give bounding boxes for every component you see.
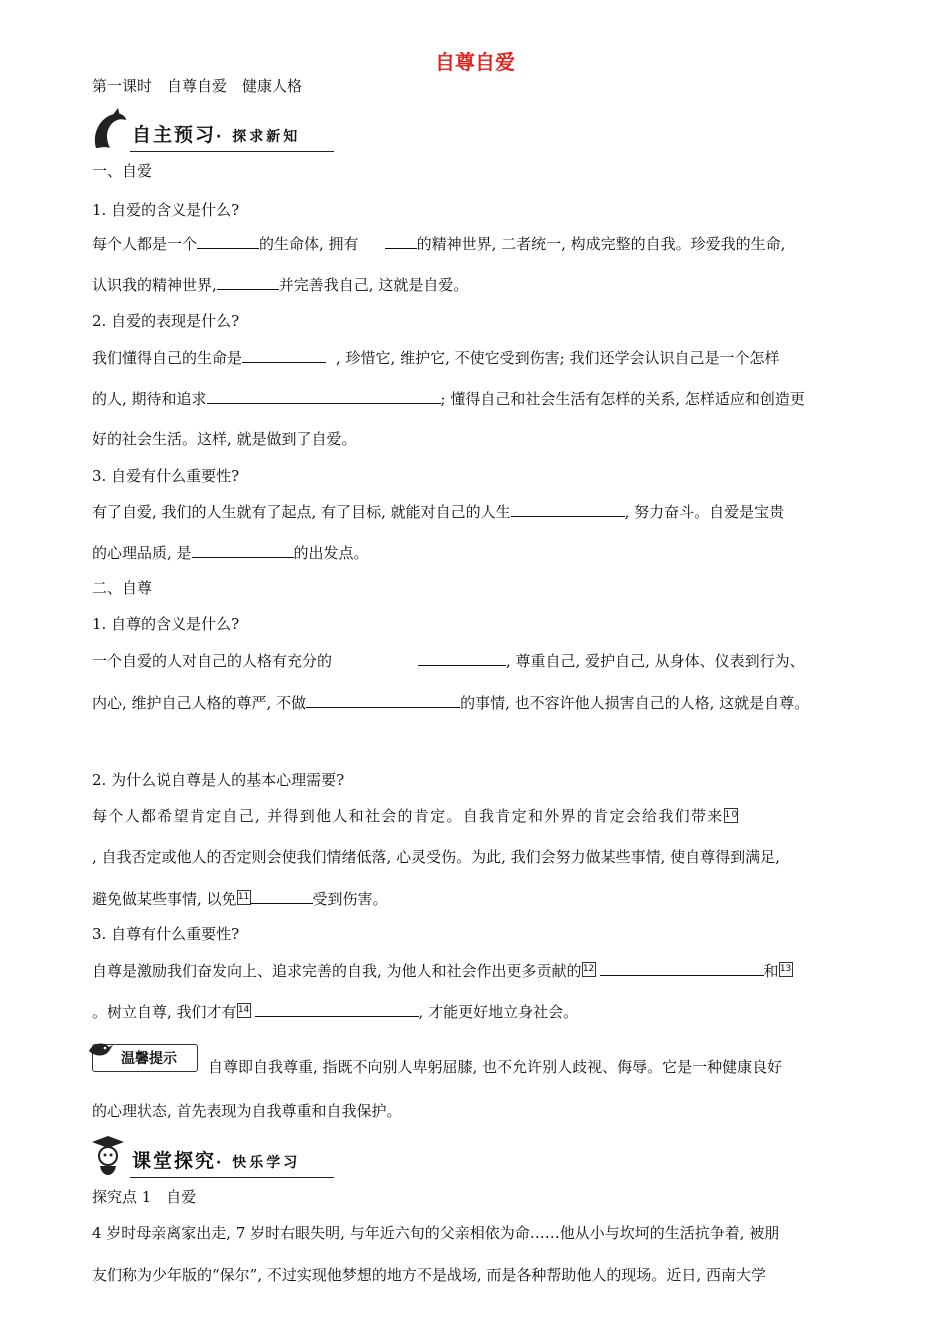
text: , 尊重自己, 爱护自己, 从身体、仪表到行为、 <box>506 652 805 670</box>
fill-blank[interactable] <box>306 692 460 708</box>
graduate-icon <box>88 1134 128 1180</box>
fill-blank[interactable] <box>217 274 279 290</box>
text: 每个人都是一个 <box>92 235 198 253</box>
text: 的心理品质, 是 <box>92 544 192 562</box>
text: 的人, 期待和追求 <box>92 390 207 408</box>
fill-blank[interactable] <box>251 888 313 904</box>
explore-heading: 探究点 1 自爱 <box>92 1188 197 1206</box>
text-line <box>92 650 805 671</box>
text-line <box>92 501 784 522</box>
answer-number: 13 <box>779 962 793 977</box>
text: 避免做某些事情, 以免 <box>92 890 237 908</box>
answer-number: 10 <box>724 808 738 823</box>
fill-blank[interactable] <box>418 650 506 666</box>
text: 自尊是激励我们奋发向上、追求完善的自我, 为他人和社会作出更多贡献的 <box>92 962 582 980</box>
section-heading: 二、自尊 <box>92 579 153 597</box>
tip-label: 温馨提示 <box>121 1051 177 1067</box>
fill-blank[interactable] <box>511 501 625 517</box>
banner-title: 自主预习 <box>132 124 217 146</box>
banner-subtitle: · 探求新知 <box>216 129 301 145</box>
text: , 珍惜它, 维护它, 不使它受到伤害; 我们还学会认识自己是一个怎样 <box>336 349 780 367</box>
text-line <box>92 1001 578 1022</box>
text-line <box>92 888 388 909</box>
text: 内心, 维护自己人格的尊严, 不做 <box>92 694 307 712</box>
section-heading: 一、自爱 <box>92 162 153 180</box>
text: ; 懂得自己和社会生活有怎样的关系, 怎样适应和创造更 <box>440 390 805 408</box>
text-line <box>92 274 468 295</box>
answer-number: 12 <box>582 962 596 977</box>
fill-blank[interactable] <box>192 542 294 558</box>
question: 2. 自爱的表现是什么? <box>92 312 240 330</box>
text: 的生命体, 拥有 <box>259 235 359 253</box>
text: , 才能更好地立身社会。 <box>418 1003 579 1021</box>
tip-text: 自尊即自我尊重, 指既不向别人卑躬屈膝, 也不允许别人歧视、侮辱。它是一种健康良好 <box>208 1058 783 1076</box>
text-line <box>92 960 793 981</box>
page-title: 自尊自爱 <box>435 50 515 74</box>
text-line: , 自我否定或他人的否定则会使我们情绪低落, 心灵受伤。为此, 我们会努力做某些事情, 使自尊得到满足, <box>92 848 780 866</box>
bird-icon <box>87 1039 113 1061</box>
text-line <box>92 806 738 826</box>
fill-blank[interactable] <box>385 233 417 249</box>
text-line: 友们称为少年版的“保尔”, 不过实现他梦想的地方不是战场, 而是各种帮助他人的现场。近日, 西南大学 <box>92 1266 766 1284</box>
text-line <box>92 233 785 254</box>
text-line <box>92 347 779 368</box>
banner-title: 课堂探究 <box>132 1150 217 1172</box>
question: 3. 自爱有什么重要性? <box>92 467 240 485</box>
text: 一个自爱的人对自己的人格有充分的 <box>92 652 333 670</box>
text: 的精神世界, 二者统一, 构成完整的自我。珍爱我的生命, <box>416 235 786 253</box>
question: 2. 为什么说自尊是人的基本心理需要? <box>92 771 345 789</box>
text: 的出发点。 <box>293 544 369 562</box>
text-line <box>92 692 809 713</box>
fill-blank[interactable] <box>197 233 259 249</box>
banner-subtitle: · 快乐学习 <box>216 1155 301 1171</box>
text-line <box>92 388 805 409</box>
dolphin-icon <box>90 108 130 154</box>
section-banner-preview <box>92 114 334 156</box>
text: 我们懂得自己的生命是 <box>92 349 243 367</box>
fill-blank[interactable] <box>600 960 764 976</box>
text-line: 4 岁时母亲离家出走, 7 岁时右眼失明, 与年近六旬的父亲相依为命……他从小与坎坷的生活抗争着, 被朋 <box>92 1224 780 1242</box>
question: 1. 自尊的含义是什么? <box>92 615 240 633</box>
text: 并完善我自己, 这就是自爱。 <box>278 276 469 294</box>
text: 受到伤害。 <box>312 890 388 908</box>
question: 3. 自尊有什么重要性? <box>92 925 240 943</box>
tip-badge <box>92 1044 198 1072</box>
text: 和 <box>763 962 779 980</box>
section-banner-classroom <box>92 1140 334 1182</box>
question: 1. 自爱的含义是什么? <box>92 201 240 219</box>
text: 。树立自尊, 我们才有 <box>92 1003 237 1021</box>
answer-number: 11 <box>237 890 251 905</box>
text: 有了自爱, 我们的人生就有了起点, 有了目标, 就能对自己的人生 <box>92 503 511 521</box>
tip-text: 的心理状态, 首先表现为自我尊重和自我保护。 <box>92 1102 402 1120</box>
text: 每个人都希望肯定自己, 并得到他人和社会的肯定。自我肯定和外界的肯定会给我们带来 <box>92 807 724 825</box>
banner-underline <box>130 1177 334 1178</box>
lesson-subtitle: 第一课时 自尊自爱 健康人格 <box>92 77 303 95</box>
fill-blank[interactable] <box>242 347 326 363</box>
text-line <box>92 542 369 563</box>
text-line: 好的社会生活。这样, 就是做到了自爱。 <box>92 430 357 448</box>
fill-blank[interactable] <box>255 1001 419 1017</box>
text: 的事情, 也不容许他人损害自己的人格, 这就是自尊。 <box>460 694 810 712</box>
banner-underline <box>130 151 334 152</box>
text: , 努力奋斗。自爱是宝贵 <box>624 503 785 521</box>
text: 认识我的精神世界, <box>92 276 217 294</box>
answer-number: 14 <box>237 1003 251 1018</box>
fill-blank[interactable] <box>207 388 441 404</box>
